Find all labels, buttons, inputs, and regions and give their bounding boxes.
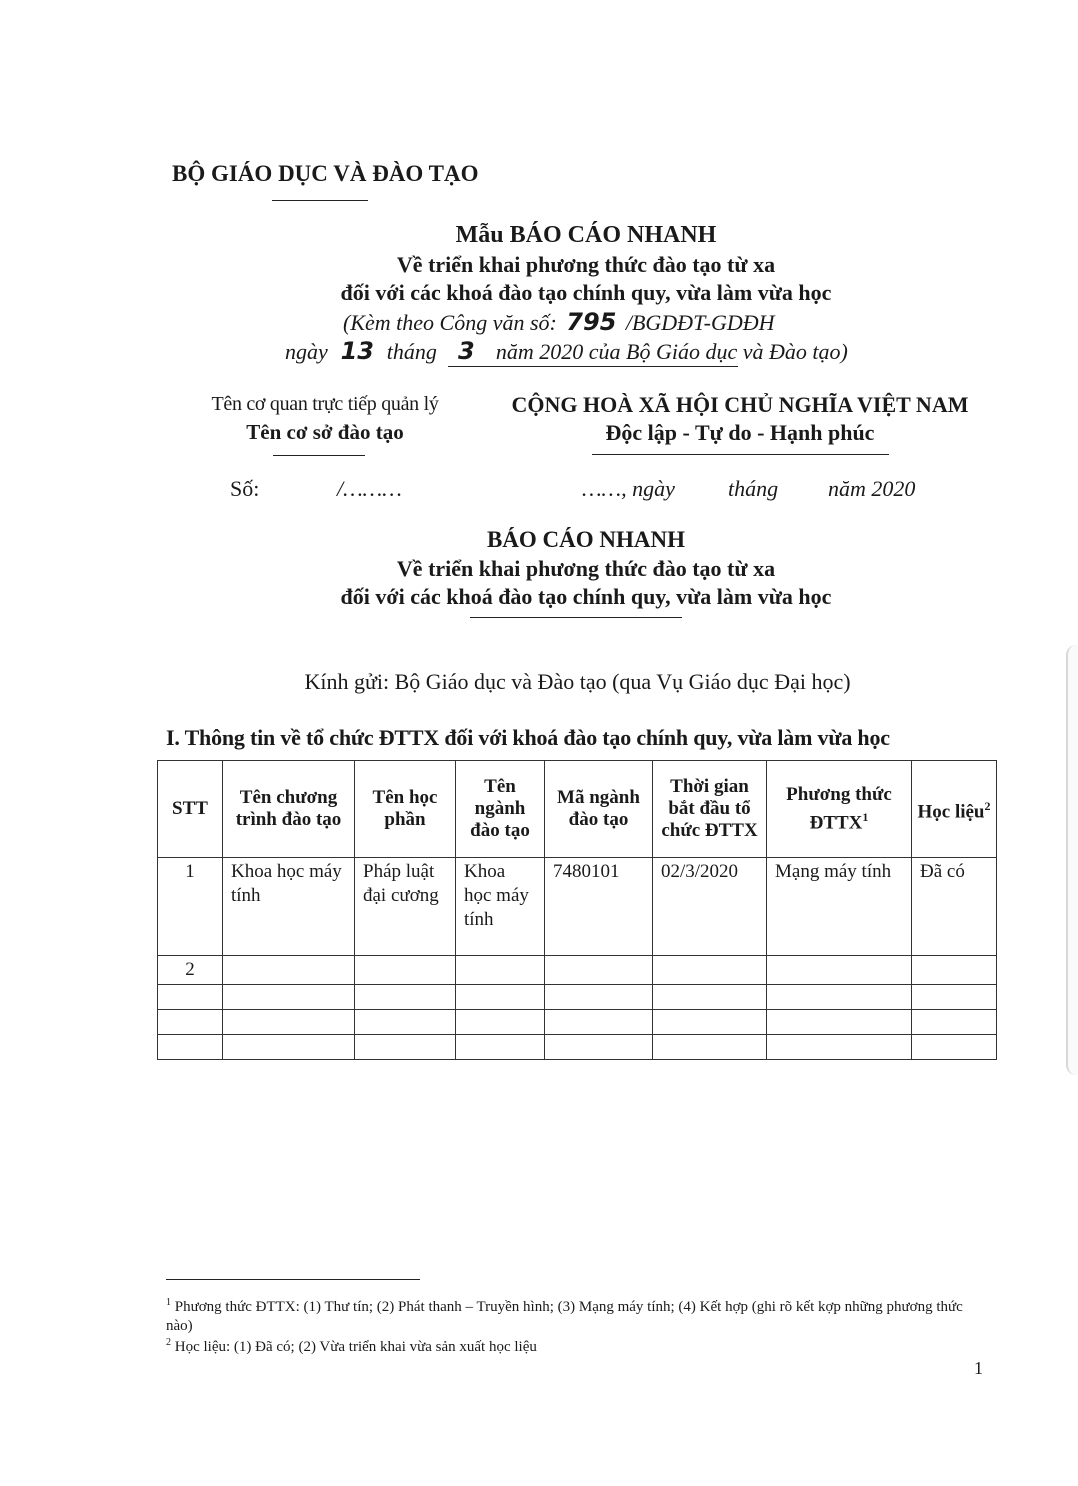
header-method: [767, 761, 912, 858]
report-line2: đối với các khoá đào tạo chính quy, vừa làm vừa học: [340, 584, 832, 609]
recipient-line: Kính gửi: Bộ Giáo dục và Đào tạo (qua Vụ Giáo dục Đại học): [304, 669, 851, 694]
table-row: [158, 1035, 997, 1060]
report-title-underline: [470, 617, 682, 618]
cell-material: [912, 1035, 997, 1060]
cell-code: [545, 1010, 653, 1035]
date-prefix: ngày: [285, 339, 328, 364]
section-1-heading: I. Thông tin về tổ chức ĐTTX đối với khoá đào tạo chính quy, vừa làm vừa học: [166, 725, 890, 750]
header-stt: STT: [158, 761, 223, 858]
number-label: Số:: [230, 476, 260, 501]
date-year: năm 2020: [828, 476, 916, 501]
date-underline: [448, 366, 738, 367]
footnote-2: [166, 1333, 986, 1357]
date-month-label: tháng: [728, 476, 779, 501]
cell-method: [767, 985, 912, 1010]
ministry-underline: [272, 200, 368, 201]
footnote-1-mark: 1: [166, 1297, 171, 1308]
cell-course: [355, 985, 456, 1010]
report-line1: Về triển khai phương thức đào tạo từ xa: [396, 556, 776, 581]
cell-course: Pháp luật đại cương: [355, 858, 456, 956]
cell-course: [355, 1010, 456, 1035]
header-material: [912, 761, 997, 858]
cell-method: [767, 956, 912, 985]
cell-program: [223, 985, 355, 1010]
institution-underline: [273, 455, 365, 456]
cell-code: 7480101: [545, 858, 653, 956]
cell-code: [545, 985, 653, 1010]
report-title: BÁO CÁO NHANH: [486, 527, 686, 552]
cell-stt: 1: [158, 858, 223, 956]
cell-method: [767, 1010, 912, 1035]
header-method-label: Phương thức ĐTTX: [786, 783, 892, 834]
agency-name: Tên cơ quan trực tiếp quản lý: [211, 393, 439, 415]
cell-start: [653, 985, 767, 1010]
footnote-separator: [166, 1279, 420, 1280]
template-date: [285, 337, 848, 365]
cell-program: [223, 956, 355, 985]
cell-major: [456, 1035, 545, 1060]
cell-method: Mạng máy tính: [767, 858, 912, 956]
cell-course: [355, 1035, 456, 1060]
screen-edge: [1066, 645, 1078, 1075]
cell-program: [223, 1035, 355, 1060]
table-row: [158, 985, 997, 1010]
cell-start: [653, 956, 767, 985]
cell-material: [912, 1010, 997, 1035]
date-suffix: năm 2020 của Bộ Giáo dục và Đào tạo): [495, 339, 848, 364]
cell-stt: 2: [158, 956, 223, 985]
date-month: 3: [458, 337, 475, 365]
header-course: Tên học phần: [355, 761, 456, 858]
table-row: [158, 858, 997, 956]
header-program: Tên chương trình đào tạo: [223, 761, 355, 858]
footnote-2-text: Học liệu: (1) Đã có; (2) Vừa triển khai vừa sản xuất học liệu: [174, 1339, 537, 1355]
footnote-2-mark: 2: [166, 1337, 171, 1348]
republic-name: CỘNG HOÀ XÃ HỘI CHỦ NGHĨA VIỆT NAM: [511, 392, 969, 417]
header-code: Mã ngành đào tạo: [545, 761, 653, 858]
cell-method: [767, 1035, 912, 1060]
cell-start: 02/3/2020: [653, 858, 767, 956]
reference-suffix: /BGDĐT-GDĐH: [625, 310, 775, 335]
cell-material: [912, 985, 997, 1010]
number-value: /………: [337, 476, 402, 501]
cell-code: [545, 1035, 653, 1060]
cell-major: [456, 985, 545, 1010]
cell-program: Khoa học máy tính: [223, 858, 355, 956]
cell-major: [456, 1010, 545, 1035]
cell-start: [653, 1035, 767, 1060]
table-row: [158, 956, 997, 985]
cell-stt: [158, 1010, 223, 1035]
cell-material: Đã có: [912, 858, 997, 956]
institution-name: Tên cơ sở đào tạo: [246, 420, 404, 444]
reference-prefix: (Kèm theo Công văn số:: [343, 310, 557, 335]
reference-number: 795: [566, 308, 617, 336]
template-line1: Về triển khai phương thức đào tạo từ xa: [396, 252, 776, 277]
cell-program: [223, 1010, 355, 1035]
cell-stt: [158, 985, 223, 1010]
ministry-name: BỘ GIÁO DỤC VÀ ĐÀO TẠO: [172, 161, 479, 186]
report-table: [157, 760, 997, 1060]
template-title: Mẫu BÁO CÁO NHANH: [455, 222, 717, 248]
national-motto: Độc lập - Tự do - Hạnh phúc: [605, 420, 875, 445]
header-material-label: Học liệu: [917, 801, 985, 823]
header-major: Tên ngành đào tạo: [456, 761, 545, 858]
footnote-1-text: Phương thức ĐTTX: (1) Thư tín; (2) Phát thanh – Truyền hình; (3) Mạng máy tính; (4) Kết hợp (ghi rõ kết kợp những phương thức nào): [166, 1299, 963, 1334]
cell-material: [912, 956, 997, 985]
template-reference: [343, 308, 775, 336]
date-month-word: tháng: [386, 339, 437, 364]
cell-start: [653, 1010, 767, 1035]
cell-major: [456, 956, 545, 985]
motto-underline: [592, 454, 889, 455]
table-header-row: [158, 761, 997, 858]
footnote-1: [166, 1293, 986, 1336]
footnote-ref-2: 2: [984, 798, 991, 813]
date-day: 13: [340, 337, 374, 365]
table-row: [158, 1010, 997, 1035]
place-day: ……, ngày: [582, 476, 675, 501]
footnote-ref-1: 1: [862, 809, 869, 824]
header-start: Thời gian bắt đầu tổ chức ĐTTX: [653, 761, 767, 858]
template-line2: đối với các khoá đào tạo chính quy, vừa làm vừa học: [340, 280, 832, 305]
cell-major: Khoa học máy tính: [456, 858, 545, 956]
page-number: 1: [974, 1358, 983, 1378]
cell-stt: [158, 1035, 223, 1060]
cell-code: [545, 956, 653, 985]
cell-course: [355, 956, 456, 985]
